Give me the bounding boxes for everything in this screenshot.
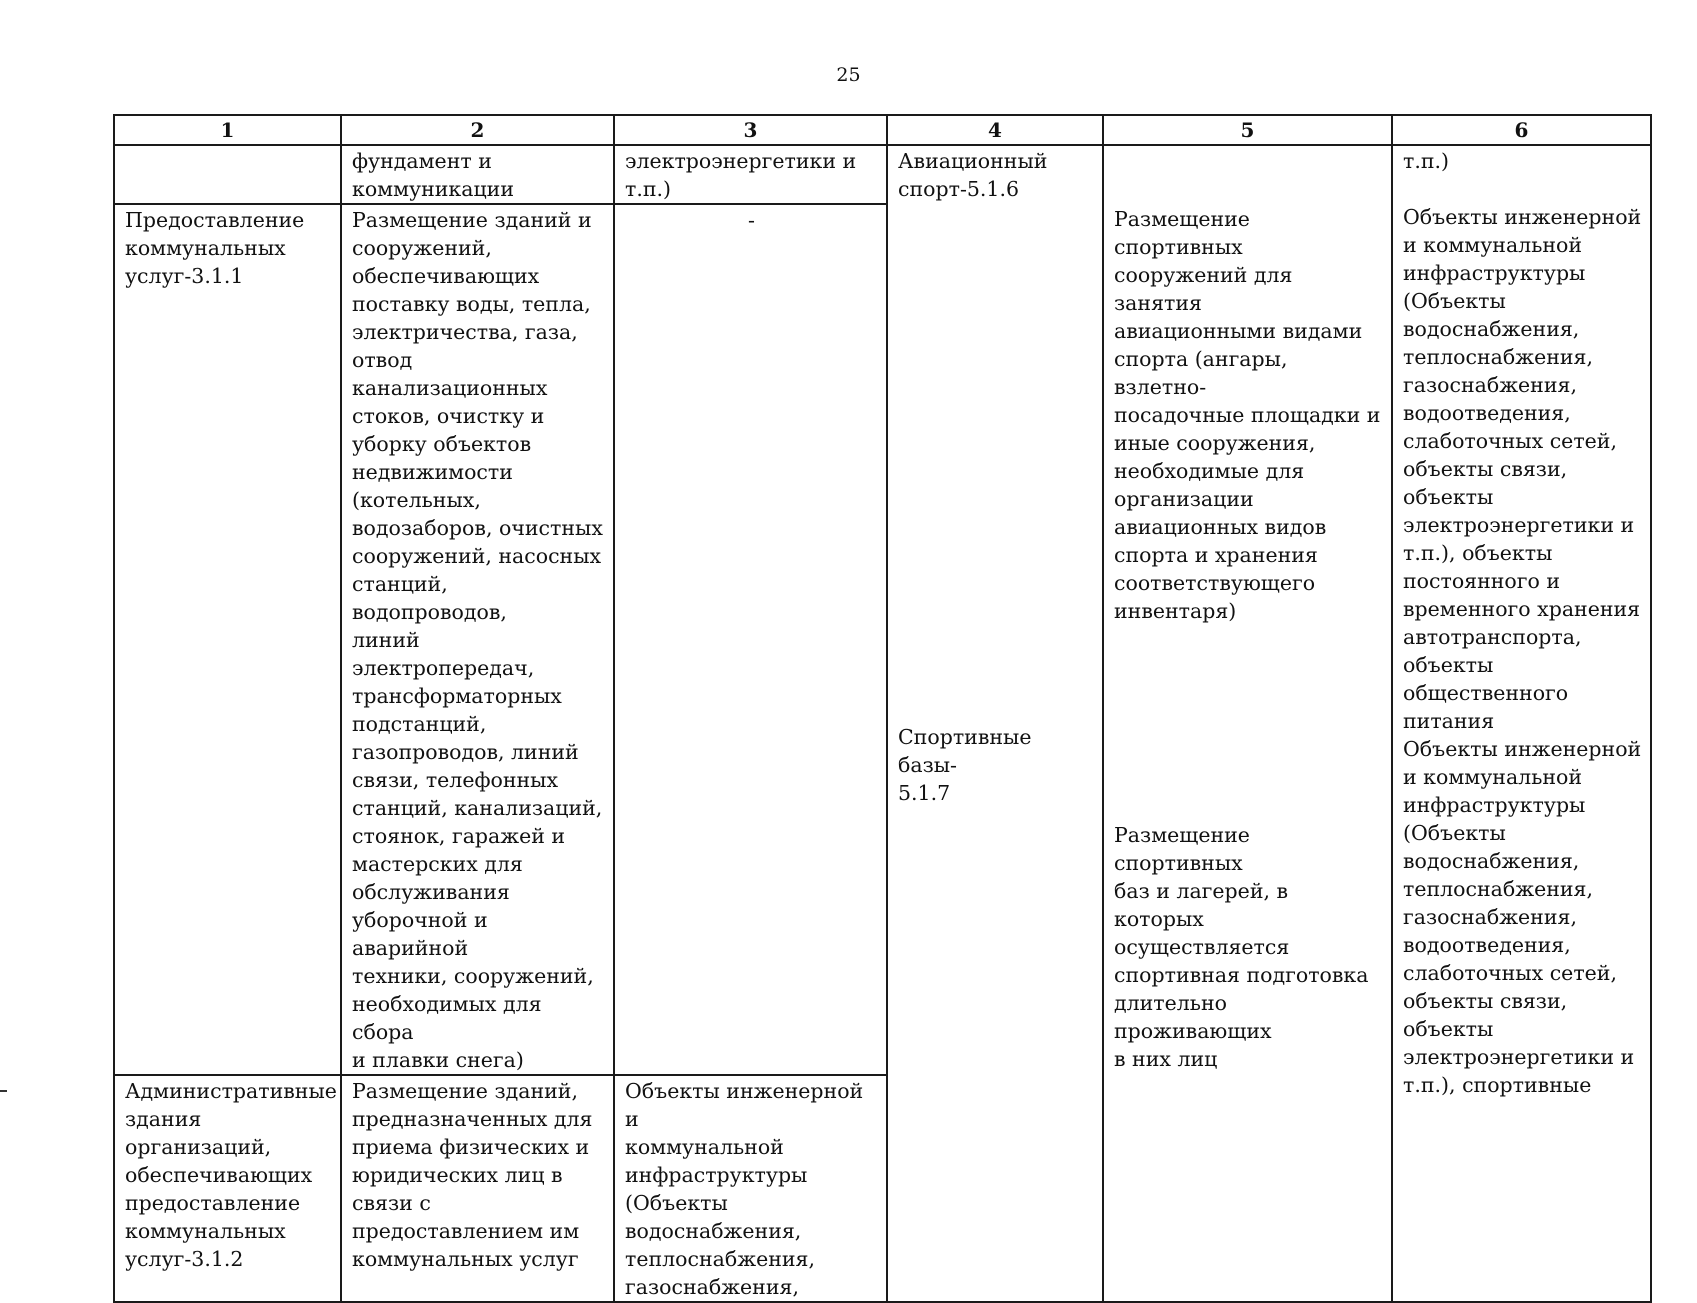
continuation-col1-cell [114, 145, 341, 204]
admin-name-cell: Административные здания организаций, обеспечивающих предоставление коммунальных услуг-3.1.2 [114, 1075, 341, 1302]
column-header-2: 2 [341, 115, 614, 145]
continuation-col6-text: т.п.) [1403, 149, 1450, 173]
table-header-row [114, 115, 1651, 145]
aviation-sport-description: Размещение спортивных сооружений для занятия авиационными видами спорта (ангары, взлетно- посадочные площадки и иные сооружения, необходимые для организации авиационных видов спорта и хранения соответствующего инвентаря) [1114, 207, 1381, 623]
page-number: 25 [836, 64, 861, 86]
scan-edge-mark [0, 1090, 7, 1092]
column-header-1: 1 [114, 115, 341, 145]
aviation-sport-type: Авиационный спорт-5.1.6 [898, 149, 1048, 201]
sports-base-type: Спортивные базы- 5.1.7 [898, 725, 1032, 805]
land-use-table [113, 114, 1652, 1303]
sport-type-cell [887, 145, 1103, 1302]
sports-base-permitted-objects: Объекты инженерной и коммунальной инфраструктуры (Объекты водоснабжения, теплоснабжения, газоснабжения, водоотведения, слаботочных сетей, объекты связи, объекты электроэнергетики и т.п.), спортивные [1403, 737, 1642, 1097]
utilities-name-cell: Предоставление коммунальных услуг-3.1.1 [114, 204, 341, 1075]
admin-objects-cell: Объекты инженерной и коммунальной инфраструктуры (Объекты водоснабжения, теплоснабжения, газоснабжения, [614, 1075, 887, 1302]
sports-base-description: Размещение спортивных баз и лагерей, в которых осуществляется спортивная подготовка длительно проживающих в них лиц [1114, 823, 1369, 1071]
continuation-col3-cell: электроэнергетики и т.п.) [614, 145, 887, 204]
column-header-6: 6 [1392, 115, 1651, 145]
permitted-objects-cell [1392, 145, 1651, 1302]
column-header-4: 4 [887, 115, 1103, 145]
table-row [114, 145, 1651, 204]
utilities-description-cell: Размещение зданий и сооружений, обеспечивающих поставку воды, тепла, электричества, газа, отвод канализационных стоков, очистку и уборку объектов недвижимости (котельных, водозаборов, очистных сооружений, насосных станций, водопроводов, линий электропередач, трансформаторных подстанций, газопроводов, линий связи, телефонных станций, канализаций, стоянок, гаражей и мастерских для обслуживания уборочной и аварийной техники, сооружений, необходимых для сбора и плавки снега) [341, 204, 614, 1075]
column-header-3: 3 [614, 115, 887, 145]
sport-description-cell [1103, 145, 1392, 1302]
column-header-5: 5 [1103, 115, 1392, 145]
admin-description-cell: Размещение зданий, предназначенных для приема физических и юридических лиц в связи с предоставлением им коммунальных услуг [341, 1075, 614, 1302]
continuation-col2-cell: фундамент и коммуникации [341, 145, 614, 204]
utilities-objects-cell: - [614, 204, 887, 1075]
aviation-permitted-objects: Объекты инженерной и коммунальной инфраструктуры (Объекты водоснабжения, теплоснабжения, газоснабжения, водоотведения, слаботочных сетей, объекты связи, объекты электроэнергетики и т.п.), объекты постоянного и временного хранения автотранспорта, объекты общественного питания [1403, 205, 1642, 733]
